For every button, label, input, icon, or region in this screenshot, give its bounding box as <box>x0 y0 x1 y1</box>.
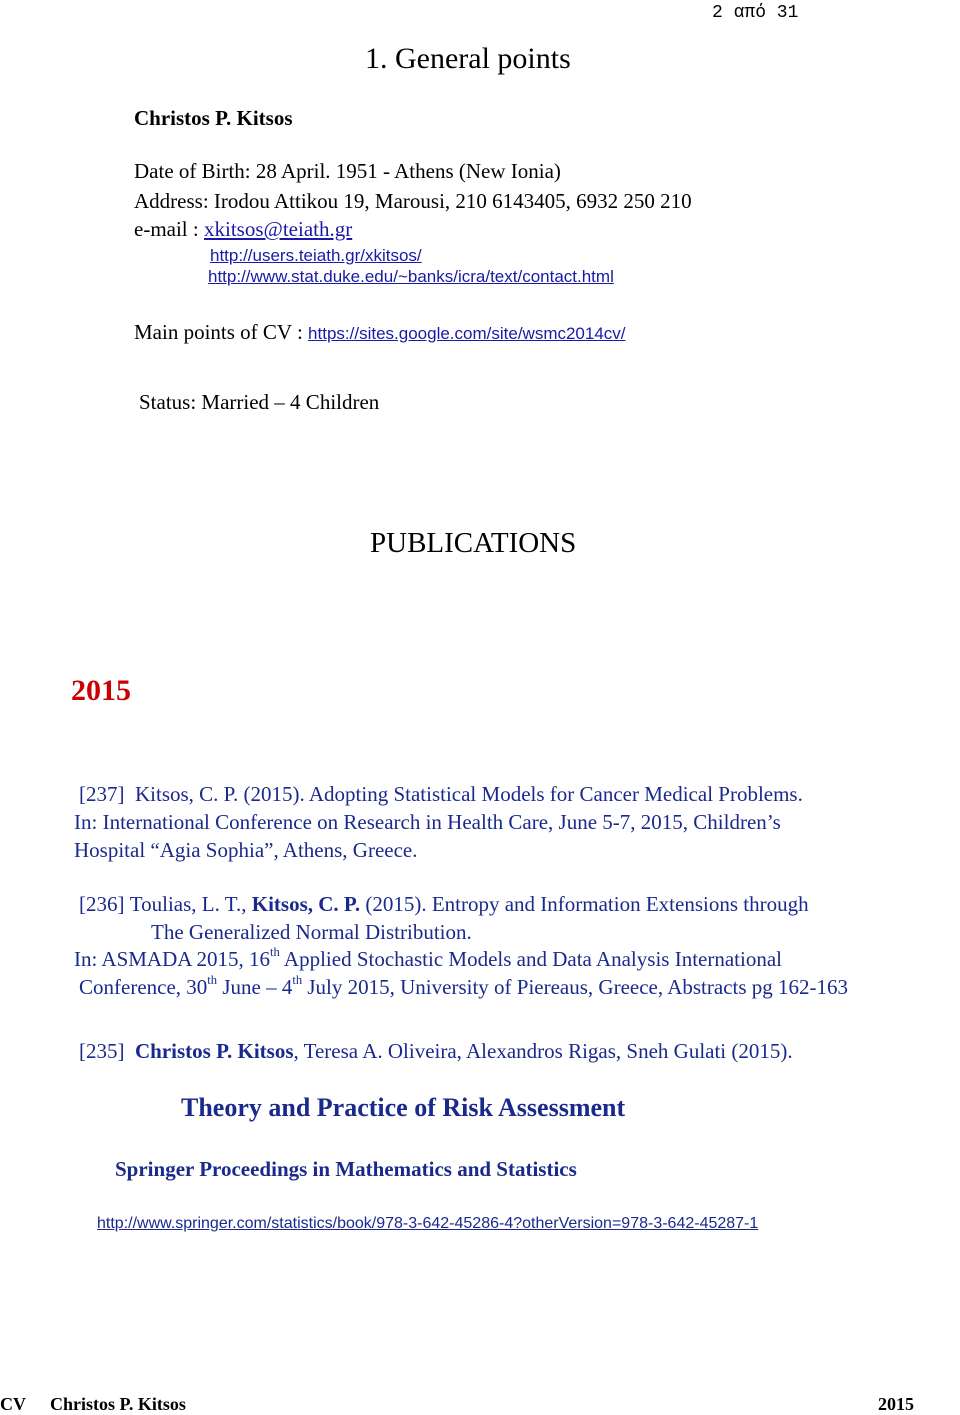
pub-237-line1 <box>79 782 803 807</box>
pub-236-author1: Toulias, L. T., <box>129 892 252 916</box>
section-heading: 1. General points <box>365 42 571 75</box>
pub-236-line1 <box>79 892 809 917</box>
date-of-birth: Date of Birth: 28 April. 1951 - Athens (New Ionia) <box>134 159 561 183</box>
pub-235-authors-rest: , Teresa A. Oliveira, Alexandros Rigas, Sneh Gulati (2015). <box>293 1039 793 1063</box>
pub-236-l4b: June – 4 <box>217 975 293 999</box>
pub-235-author-bold: Christos P. Kitsos <box>135 1039 294 1063</box>
main-points-line <box>134 320 626 345</box>
main-points-link[interactable]: https://sites.google.com/site/wsmc2014cv/ <box>308 324 626 343</box>
pub-237-number: [237] <box>79 782 125 806</box>
pub-235-title: Theory and Practice of Risk Assessment <box>181 1093 626 1122</box>
year-heading: 2015 <box>71 674 131 707</box>
footer-year: 2015 <box>878 1394 914 1414</box>
main-points-label: Main points of CV : <box>134 320 309 344</box>
footer-name: Christos P. Kitsos <box>50 1394 186 1414</box>
email-line <box>134 217 352 242</box>
pub-236-l3-sup: th <box>270 945 280 959</box>
author-name: Christos P. Kitsos <box>134 106 293 130</box>
address: Address: Irodou Attikou 19, Marousi, 210 6143405, 6932 250 210 <box>134 189 692 213</box>
pub-236-line2: The Generalized Normal Distribution. <box>151 920 472 944</box>
pub-237-line3: Hospital “Agia Sophia”, Athens, Greece. <box>74 838 418 862</box>
pub-236-l3a: In: ASMADA 2015, 16 <box>74 947 271 971</box>
duke-contact-link[interactable]: http://www.stat.duke.edu/~banks/icra/text/contact.html <box>208 267 614 286</box>
pub-236-number: [236] <box>79 892 125 916</box>
email-label: e-mail : <box>134 217 204 241</box>
pub-235-line1 <box>79 1039 793 1064</box>
pub-236-l4-sup2: th <box>292 973 303 987</box>
pub-236-line3 <box>74 947 782 972</box>
pub-235-number: [235] <box>79 1039 125 1063</box>
publications-heading: PUBLICATIONS <box>370 527 577 559</box>
pub-236-line4 <box>79 975 848 1000</box>
marital-status: Status: Married – 4 Children <box>139 390 380 414</box>
pub-236-author2: Kitsos, C. P. <box>251 892 361 916</box>
email-link[interactable]: xkitsos@teiath.gr <box>203 217 353 241</box>
pub-235-springer-link[interactable]: http://www.springer.com/statistics/book/978-3-642-45286-4?otherVersion=978-3-642-45287-1 <box>97 1215 759 1232</box>
pub-237-line2: In: International Conference on Research in Health Care, June 5-7, 2015, Children’s <box>74 810 781 834</box>
page-indicator: 2 από 31 <box>712 3 799 23</box>
pub-236-l3b: Applied Stochastic Models and Data Analysis International <box>279 947 782 971</box>
pub-236-l4a: Conference, 30 <box>79 975 208 999</box>
pub-236-l4-sup1: th <box>207 973 218 987</box>
pub-236-l4c: July 2015, University of Piereaus, Greece, Abstracts pg 162-163 <box>302 975 849 999</box>
footer-cv: CV <box>0 1394 26 1414</box>
homepage-link[interactable]: http://users.teiath.gr/xkitsos/ <box>210 246 422 265</box>
pub-236-title-a: (2015). Entropy and Information Extensions through <box>360 892 809 916</box>
pub-237-citation: Kitsos, C. P. (2015). Adopting Statistical Models for Cancer Medical Problems. <box>135 782 803 806</box>
pub-235-series: Springer Proceedings in Mathematics and Statistics <box>115 1157 577 1181</box>
